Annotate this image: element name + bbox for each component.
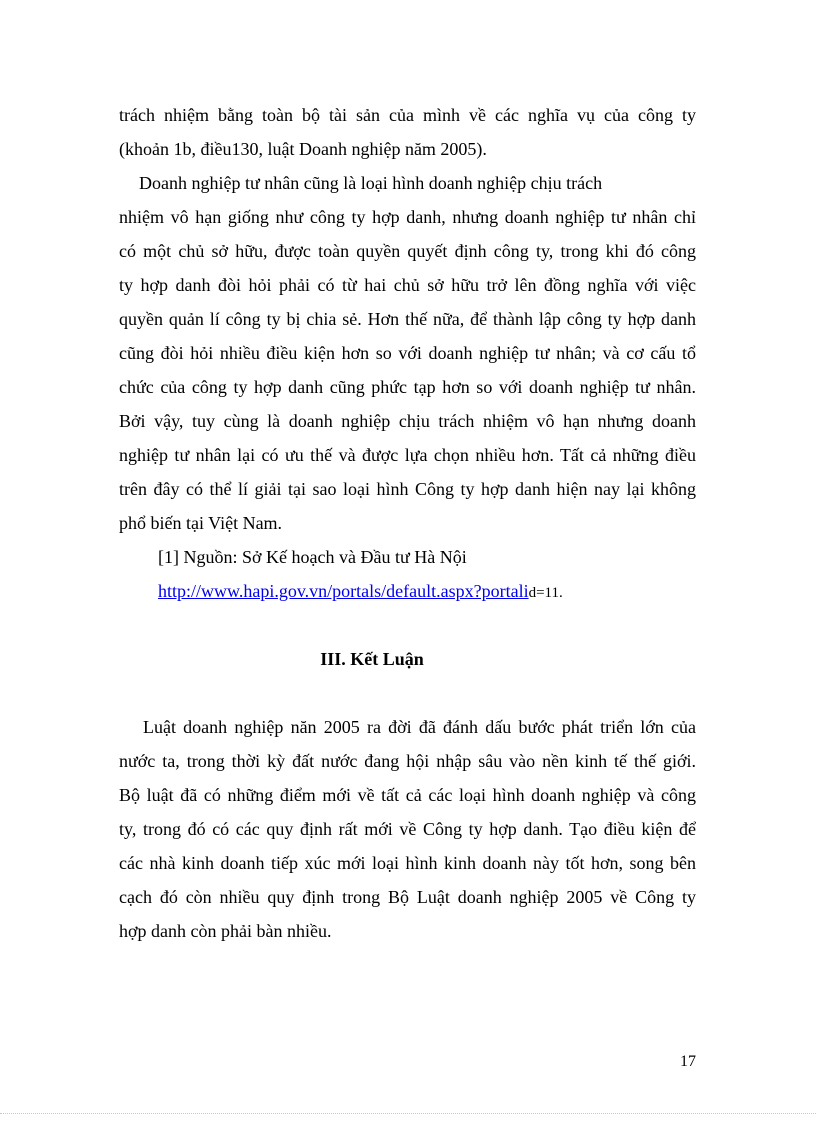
conclusion-line: ty, trong đó có các quy định rất mới về Công ty hợp danh. Tạo điều kiện để [119, 819, 696, 839]
conclusion-line: các nhà kinh doanh tiếp xúc mới loại hình kinh doanh này tốt hơn, song bên [119, 853, 696, 873]
paragraph-line: quyền quản lí công ty bị chia sẻ. Hơn thế nữa, để thành lập công ty hợp danh [119, 309, 696, 329]
paragraph-line: phổ biến tại Việt Nam. [119, 513, 283, 533]
conclusion-line: cạch đó còn nhiều quy định trong Bộ Luật doanh nghiệp 2005 về Công ty [119, 887, 696, 907]
paragraph-line: trách nhiệm bằng toàn bộ tài sản của mình về các nghĩa vụ của công ty [119, 105, 696, 125]
paragraph-line: nghiệp tư nhân lại có ưu thế và được lựa chọn nhiều hơn. Tất cả những điều [119, 445, 696, 465]
page-bottom-rule [0, 1113, 816, 1114]
footnote-link-suffix: d=11. [528, 585, 563, 601]
conclusion-line: nước ta, trong thời kỳ đất nước đang hội nhập sâu vào nền kinh tế thế giới. [119, 751, 696, 771]
paragraph-line: Bởi vậy, tuy cùng là doanh nghiệp chịu trách nhiệm vô hạn nhưng doanh [119, 411, 696, 431]
footnote-link-line [158, 580, 658, 604]
conclusion-line: hợp danh còn phải bàn nhiều. [119, 921, 332, 941]
paragraph-line: có một chủ sở hữu, được toàn quyền quyết định công ty, trong khi đó công [119, 241, 696, 261]
conclusion-line: Bộ luật đã có những điểm mới về tất cả các loại hình doanh nghiệp và công [119, 785, 696, 805]
page-number: 17 [680, 1053, 696, 1070]
paragraph-line: trên đây có thể lí giải tại sao loại hình Công ty hợp danh hiện nay lại không [119, 479, 696, 499]
section-heading: III. Kết Luận [320, 649, 424, 669]
paragraph-line: (khoản 1b, điều130, luật Doanh nghiệp năm 2005). [119, 139, 487, 159]
paragraph-line: Doanh nghiệp tư nhân cũng là loại hình doanh nghiệp chịu trách [139, 173, 603, 193]
conclusion-line: Luật doanh nghiệp năn 2005 ra đời đã đánh dấu bước phát triển lớn của [143, 717, 696, 737]
footnote-source: [1] Nguồn: Sở Kế hoạch và Đầu tư Hà Nội [158, 547, 467, 567]
paragraph-line: nhiệm vô hạn giống như công ty hợp danh, nhưng doanh nghiệp tư nhân chỉ [119, 207, 696, 227]
paragraph-line: chức của công ty hợp danh cũng phức tạp hơn so với doanh nghiệp tư nhân. [119, 377, 696, 397]
paragraph-line: ty hợp danh đòi hỏi phải có từ hai chủ sở hữu trở lên đồng nghĩa với việc [119, 275, 696, 295]
paragraph-line: cũng đòi hỏi nhiều điều kiện hơn so với doanh nghiệp tư nhân; và cơ cấu tổ [119, 343, 696, 363]
footnote-link[interactable]: http://www.hapi.gov.vn/portals/default.aspx?portali [158, 581, 529, 601]
